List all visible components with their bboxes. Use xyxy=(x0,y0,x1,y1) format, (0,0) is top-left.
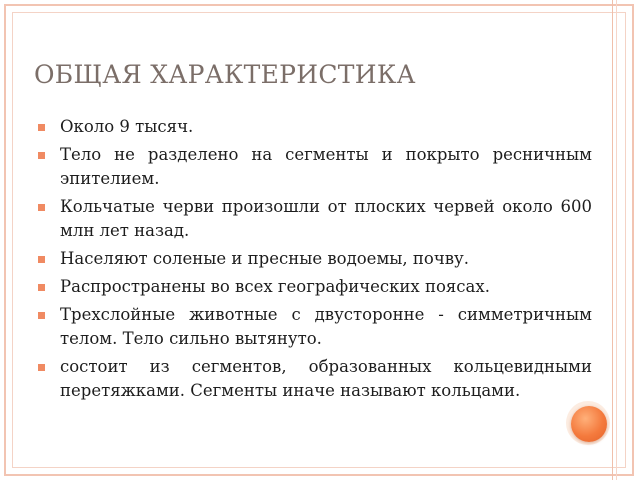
square-bullet-icon xyxy=(38,364,45,371)
bullet-item xyxy=(36,303,592,351)
square-bullet-icon xyxy=(38,124,45,131)
bullet-item xyxy=(36,115,592,139)
slide-content xyxy=(36,115,592,407)
square-bullet-icon xyxy=(38,284,45,291)
square-bullet-icon xyxy=(38,152,45,159)
slide-title: ОБЩАЯ ХАРАКТЕРИСТИКА xyxy=(34,60,416,89)
bullet-item xyxy=(36,247,592,271)
bullet-item xyxy=(36,355,592,403)
bullet-item xyxy=(36,143,592,191)
side-accent-line xyxy=(612,0,613,480)
square-bullet-icon xyxy=(38,256,45,263)
bullet-text: Около 9 тысяч. xyxy=(60,117,194,136)
bullet-item xyxy=(36,275,592,299)
bullet-text: Распространены во всех географических поясах. xyxy=(60,277,490,296)
bullet-text: Тело не разделено на сегменты и покрыто ресничным эпителием. xyxy=(60,145,592,188)
bullet-text: состоит из сегментов, образованных кольцевидными перетяжками. Сегменты иначе называют кольцами. xyxy=(60,357,592,400)
orange-circle-icon xyxy=(571,406,607,442)
side-accent-line xyxy=(616,0,617,480)
bullet-text: Населяют соленые и пресные водоемы, почву. xyxy=(60,249,469,268)
bullet-item xyxy=(36,195,592,243)
square-bullet-icon xyxy=(38,312,45,319)
square-bullet-icon xyxy=(38,204,45,211)
bullet-text: Кольчатые черви произошли от плоских червей около 600 млн лет назад. xyxy=(60,197,592,240)
bullet-list xyxy=(36,115,592,403)
bullet-text: Трехслойные животные с двусторонне - симметричным телом. Тело сильно вытянуто. xyxy=(60,305,592,348)
